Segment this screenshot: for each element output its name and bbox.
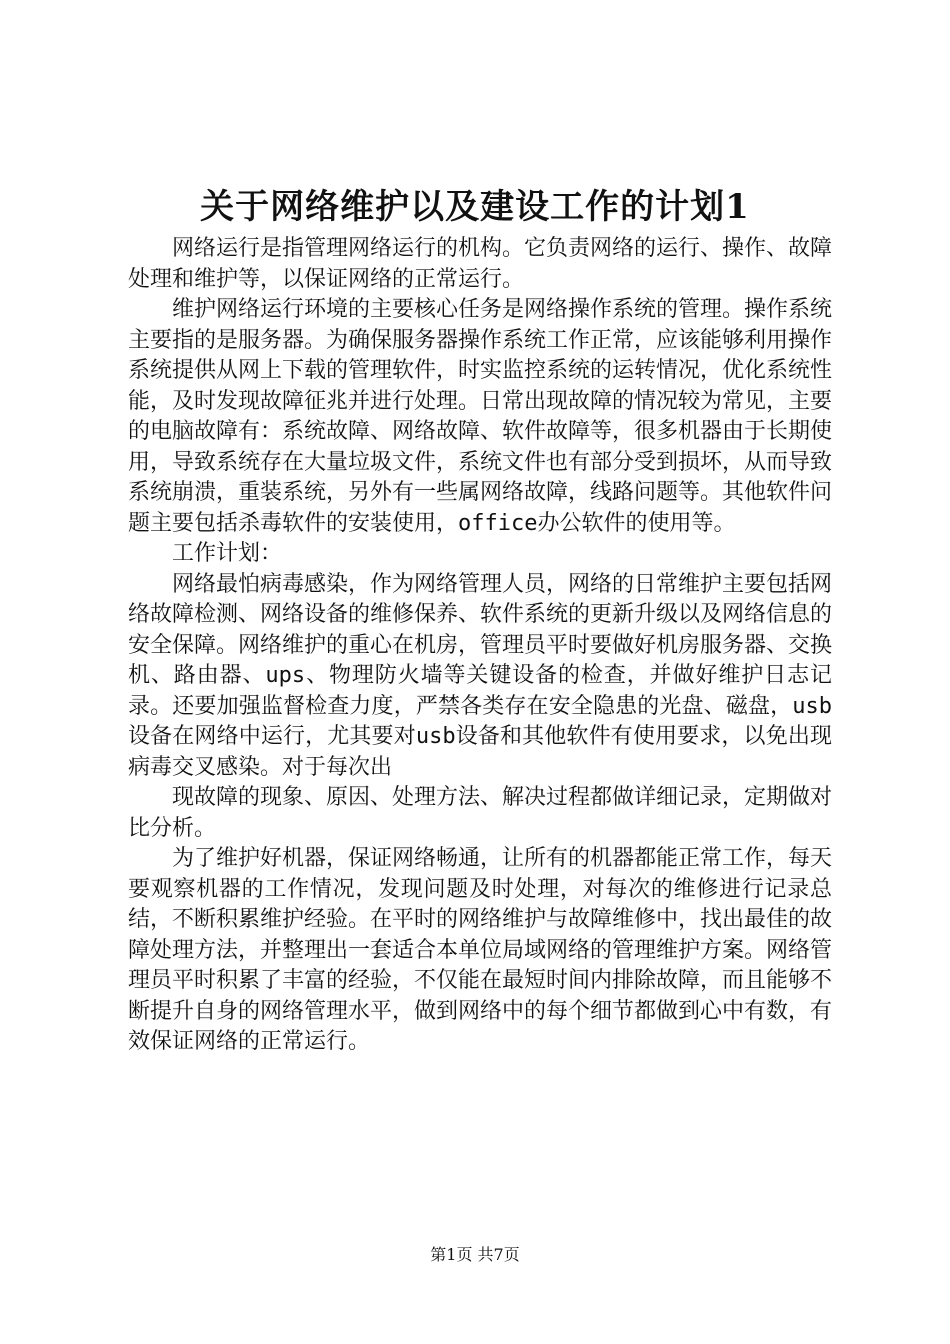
paragraph: 为了维护好机器，保证网络畅通，让所有的机器都能正常工作，每天要观察机器的工作情况，发现问题及时处理，对每次的维修进行记录总结，不断积累维护经验。在平时的网络维护与故障维修中，找出最佳的故障处理方法，并整理出一套适合本单位局域网络的管理维护方案。网络管理员平时积累了丰富的经验，不仅能在最短时间内排除故障，而且能够不断提升自身的网络管理水平，做到网络中的每个细节都做到心中有数，有效保证网络的正常运行。: [128, 846, 833, 1054]
paragraph: 网络最怕病毒感染，作为网络管理人员，网络的日常维护主要包括网络故障检测、网络设备的维修保养、软件系统的更新升级以及网络信息的安全保障。网络维护的重心在机房，管理员平时要做好机房服务器、交换机、路由器、ups、物理防火墙等关键设备的检查，并做好维护日志记录。还要加强监督检查力度，严禁各类存在安全隐患的光盘、磁盘，usb设备在网络中运行，尤其要对usb设备和其他软件有使用要求，以免出现病毒交叉感染。对于每次出: [128, 571, 833, 780]
paragraph: 维护网络运行环境的主要核心任务是网络操作系统的管理。操作系统主要指的是服务器。为确保服务器操作系统工作正常，应该能够利用操作系统提供从网上下载的管理软件，时实监控系统的运转情况，优化系统性能，及时发现故障征兆并进行处理。日常出现故障的情况较为常见，主要的电脑故障有：系统故障、网络故障、软件故障等，很多机器由于长期使用，导致系统存在大量垃圾文件，系统文件也有部分受到损坏，从而导致系统崩溃，重装系统，另外有一些属网络故障，线路问题等。其他软件问题主要包括杀毒软件的安装使用，office办公软件的使用等。: [128, 297, 833, 536]
document-title: 关于网络维护以及建设工作的计划1: [200, 187, 750, 227]
page-number-footer: 第1页 共7页: [430, 1245, 520, 1264]
section-heading: 工作计划：: [172, 541, 283, 566]
paragraph: 现故障的现象、原因、处理方法、解决过程都做详细记录，定期做对比分析。: [128, 785, 833, 841]
paragraph: 网络运行是指管理网络运行的机构。它负责网络的运行、操作、故障处理和维护等，以保证网络的正常运行。: [128, 236, 833, 292]
document-body: [128, 234, 832, 1058]
